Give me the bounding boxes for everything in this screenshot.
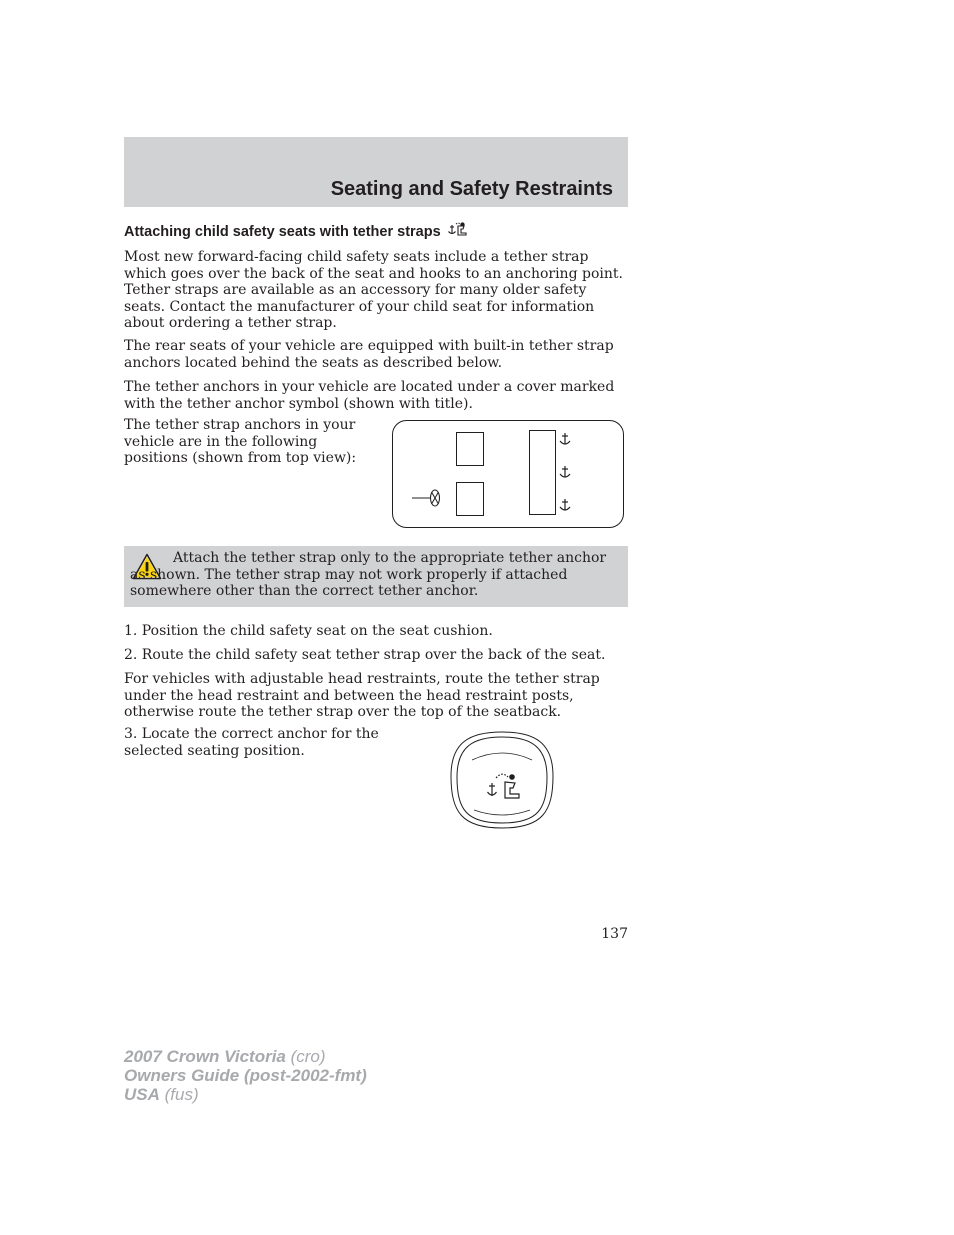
section-heading [124, 221, 469, 243]
paragraph-anchor-positions: The tether strap anchors in your vehicle are in the following positions (shown from top view): [124, 417, 357, 466]
section-header-band [124, 137, 628, 207]
rear-bench-seat [530, 431, 556, 515]
paragraph-anchor-cover: The tether anchors in your vehicle are located under a cover marked with the tether anchor symbol (shown with title). [124, 379, 615, 412]
tether-anchor-cover-figure [450, 730, 554, 830]
footer-line-2: Owners Guide (post-2002-fmt) [124, 1066, 367, 1085]
section-heading-text: Attaching child safety seats with tether straps [124, 224, 441, 240]
step-2: 2. Route the child safety seat tether strap over the back of the seat. [124, 647, 606, 663]
warning-box [124, 546, 628, 607]
paragraph-head-restraint-note: For vehicles with adjustable head restraints, route the tether strap under the head restraint and between the head restraint posts, otherwise route the tether strap over the top of the seatback. [124, 671, 600, 720]
warning-text: Attach the tether strap only to the appropriate tether anchor as shown. The tether strap may not work properly if attached somewhere other than the correct tether anchor. [130, 550, 607, 599]
page-number: 137 [601, 926, 628, 942]
step-1: 1. Position the child safety seat on the seat cushion. [124, 623, 493, 639]
step-3: 3. Locate the correct anchor for the selected seating position. [124, 726, 379, 759]
paragraph-tether-intro: Most new forward-facing child safety seats include a tether strap which goes over the back of the seat and hooks to an anchoring point. Tether straps are available as an accessory for many older safety seats. Contact the manufacturer of your child seat for information about ordering a tether strap. [124, 249, 623, 331]
footer-line-3: USA (fus) [124, 1085, 199, 1104]
child-seat-tether-icon [447, 221, 469, 243]
page-title: Seating and Safety Restraints [330, 178, 613, 200]
document-footer [124, 1047, 367, 1104]
front-seat-left [457, 483, 484, 516]
footer-line-1: 2007 Crown Victoria (cro) [124, 1047, 326, 1066]
paragraph-rear-seats: The rear seats of your vehicle are equipped with built-in tether strap anchors located behind the seats as described below. [124, 338, 614, 371]
front-seat-right [457, 433, 484, 466]
tether-anchor-diagram [392, 420, 624, 528]
